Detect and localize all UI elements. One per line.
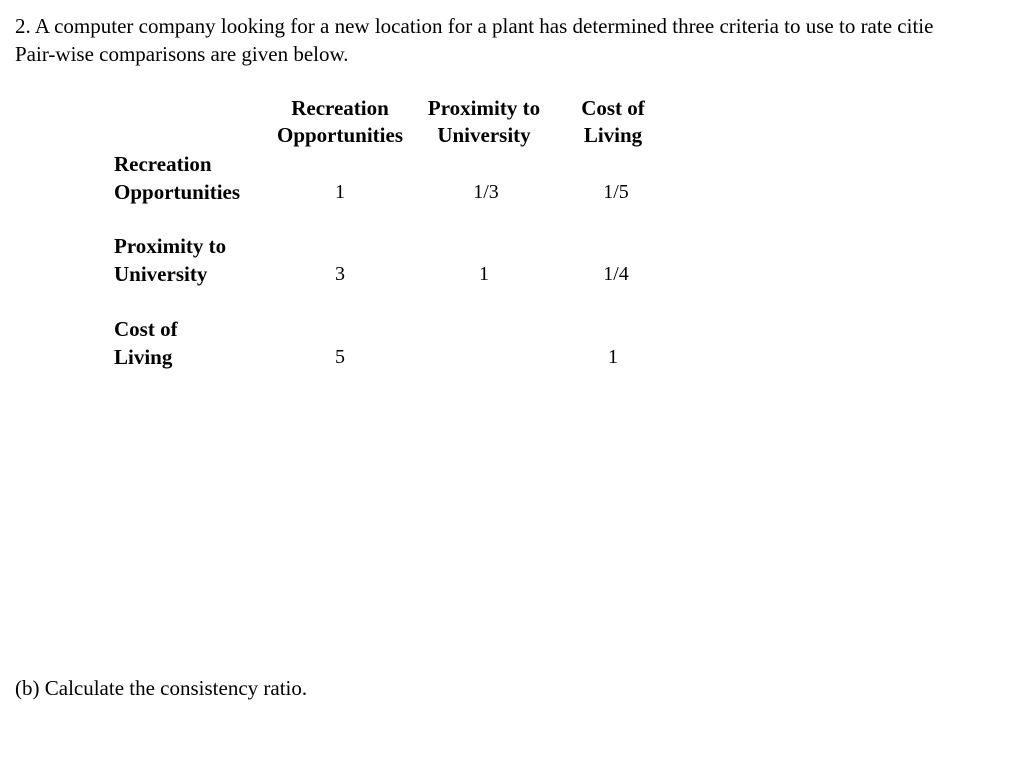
cell-r1-c1: 1 — [335, 181, 345, 203]
row-label-recreation: Recreation Opportunities — [114, 152, 241, 204]
cell-r1-c2: 1/3 — [473, 181, 499, 203]
question-b: (b) Calculate the consistency ratio. — [15, 676, 308, 700]
column-header-recreation: Recreation Opportunities — [276, 96, 404, 147]
cell-r2-c2: 1 — [479, 263, 489, 285]
cell-r3-c3: 1 — [608, 346, 618, 368]
cell-r2-c3: 1/4 — [603, 263, 629, 285]
problem-statement — [15, 12, 1015, 68]
cell-r1-c3: 1/5 — [603, 181, 629, 203]
column-header-proximity: Proximity to University — [427, 96, 541, 147]
cell-r2-c1: 3 — [335, 263, 345, 285]
column-header-cost: Cost of Living — [581, 96, 645, 147]
problem-line-2: Pair-wise comparisons are given below. — [15, 42, 349, 66]
row-label-proximity: Proximity to University — [114, 234, 227, 286]
problem-line-1: 2. A computer company looking for a new location for a plant has determined three criteria to use to rate citie — [15, 14, 934, 38]
row-label-cost: Cost of Living — [114, 317, 178, 369]
cell-r3-c1: 5 — [335, 346, 345, 368]
